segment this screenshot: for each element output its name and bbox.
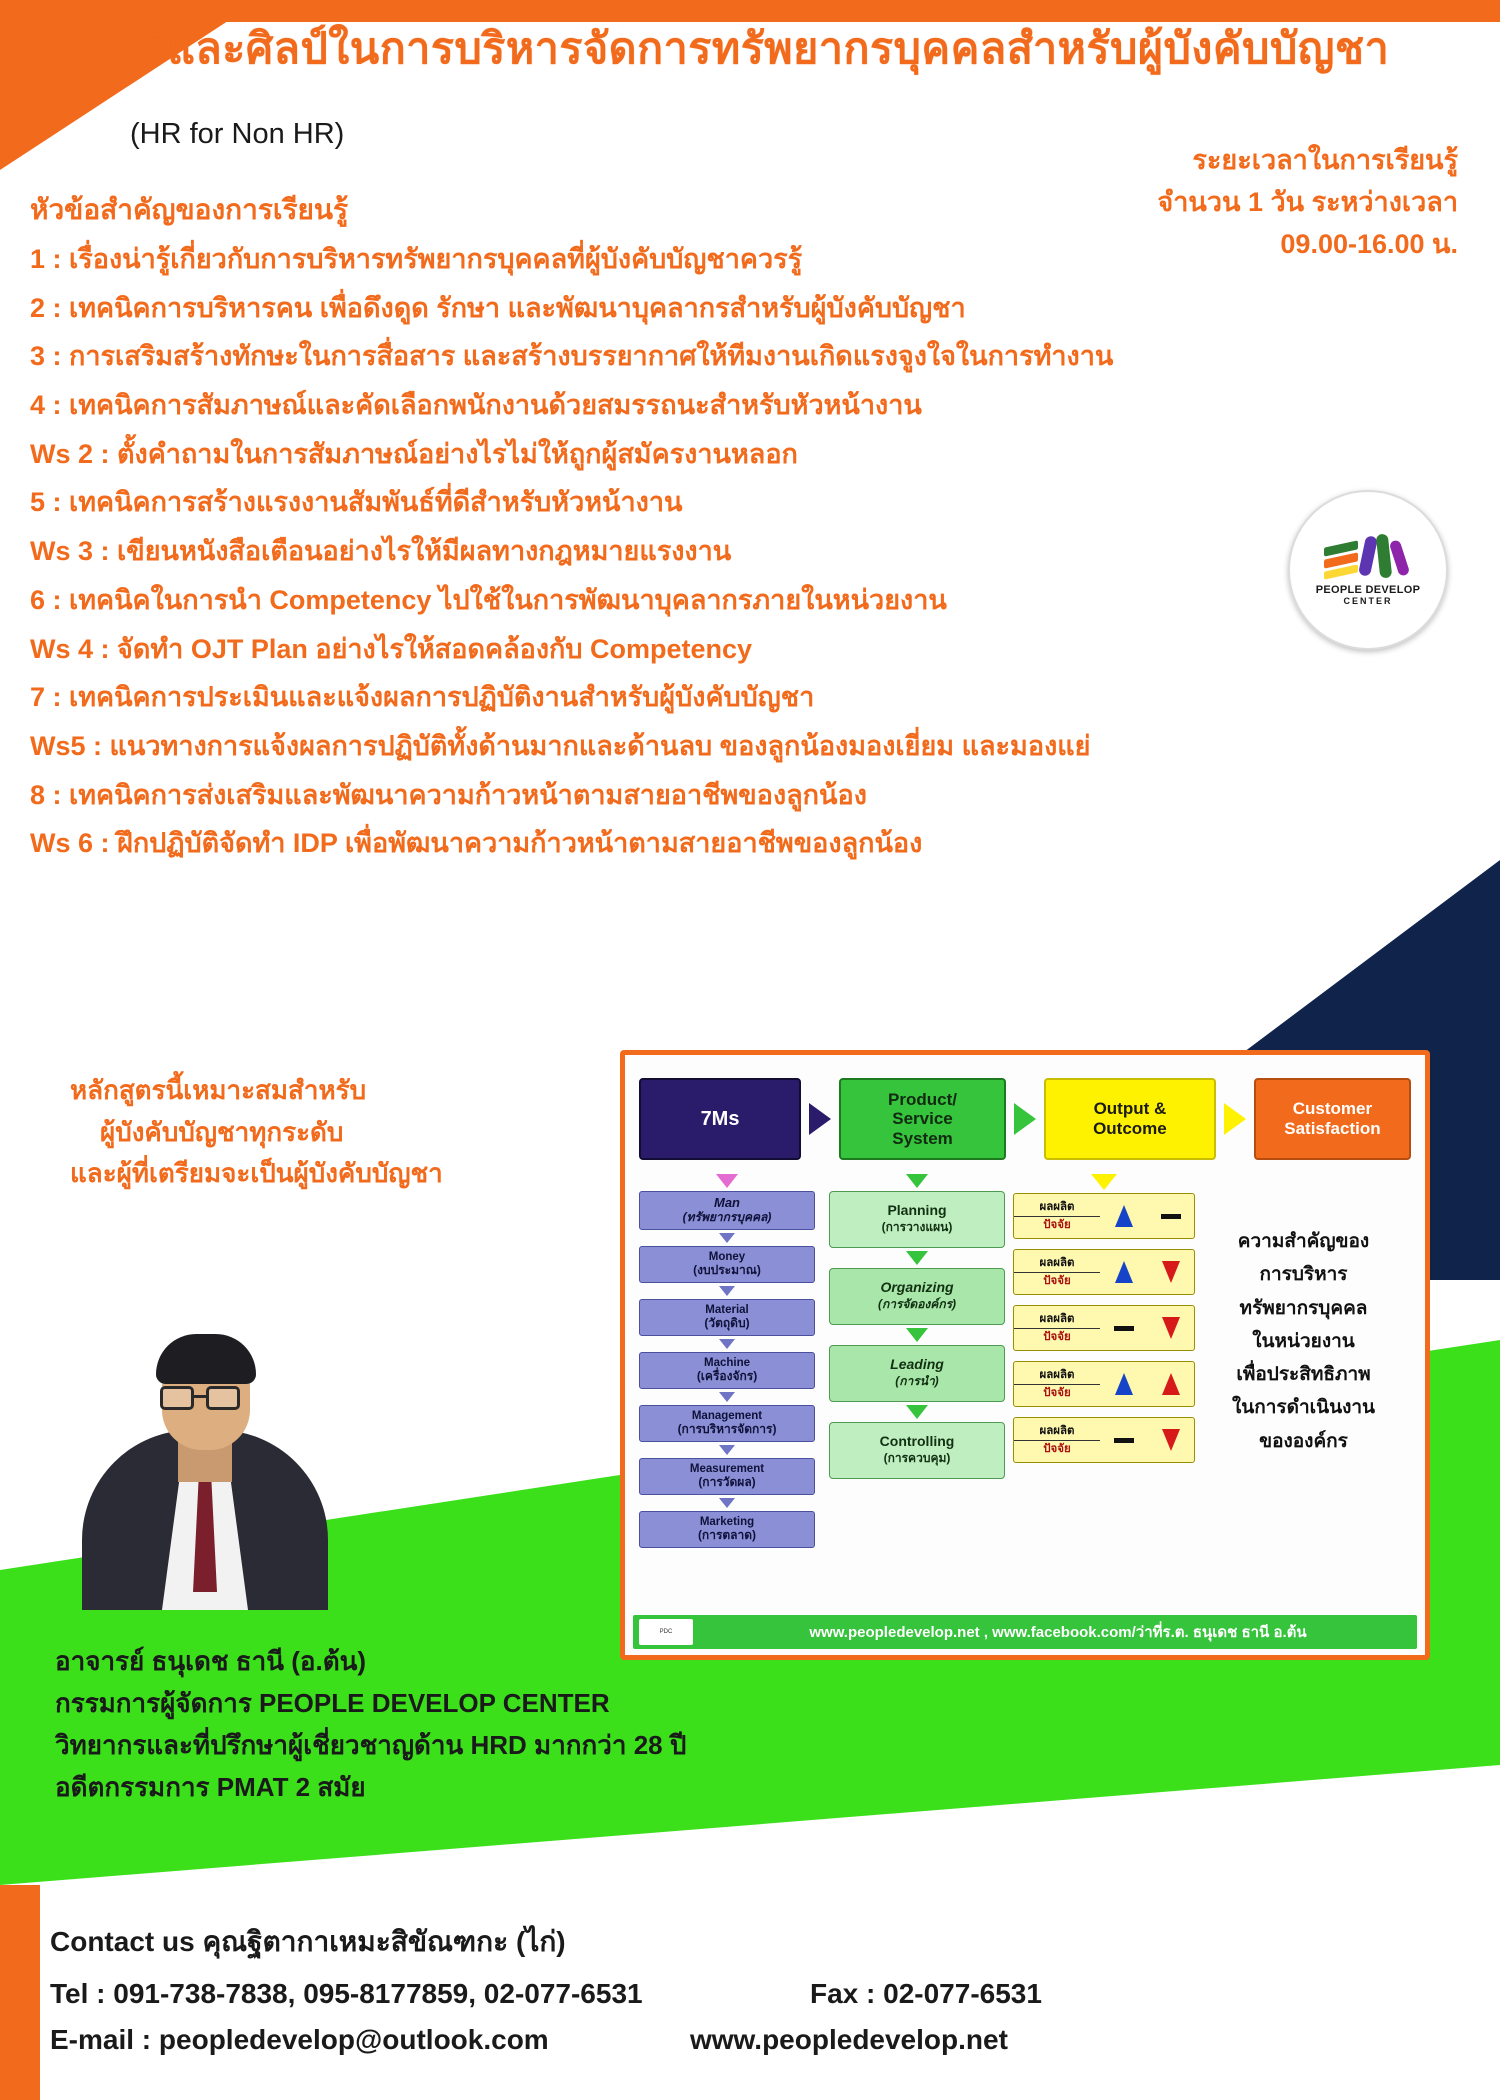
ms-item-en: Machine: [703, 1356, 750, 1369]
audience-line-1: หลักสูตรนี้เหมาะสมสำหรับ: [70, 1075, 367, 1105]
note-line: เพื่อประสิทธิภาพ: [1236, 1364, 1371, 1385]
contact-email[interactable]: E-mail : peopledevelop@outlook.com: [50, 2024, 549, 2055]
list-item: Ws 2 : ตั้งคำถามในการสัมภาษณ์อย่างไรไม่ให้ถูกผู้สมัครงานหลอก: [30, 438, 798, 469]
ms-item-th: (ทรัพยากรบุคคล): [682, 1209, 772, 1224]
arrow-right-icon: [809, 1103, 831, 1135]
contact-person-nickname: เหมะสิขัณฑกะ (ไก่): [329, 1926, 566, 1957]
ms-item: [639, 1405, 815, 1442]
arrow-down-icon: [719, 1286, 735, 1296]
arrow-right-icon: [1224, 1103, 1246, 1135]
ms-item: [639, 1458, 815, 1495]
kpi-label: [1014, 1200, 1100, 1232]
list-item: 8 : เทคนิคการส่งเสริมและพัฒนาความก้าวหน้าตามสายอาชีพของลูกน้อง: [30, 779, 867, 810]
diagram-column-kpi: [1005, 1171, 1195, 1548]
list-item: Ws5 : แนวทางการแจ้งผลการปฏิบัติทั้งด้านมากและด้านลบ ของลูกน้องมองเยี่ยม และมองแย่: [30, 730, 1091, 761]
contact-website[interactable]: www.peopledevelop.net: [690, 2024, 1008, 2055]
diagram-box-product-service: [839, 1078, 1006, 1160]
list-item: Ws 6 : ฝึกปฏิบัติจัดทำ IDP เพื่อพัฒนาความก้าวหน้าตามสายอาชีพของลูกน้อง: [30, 828, 923, 859]
kpi-label-top: ผลผลิต: [1014, 1200, 1100, 1216]
ms-item-en: Marketing: [699, 1515, 755, 1528]
kpi-label-bottom: ปัจจัย: [1043, 1218, 1071, 1231]
arrow-down-icon: [719, 1498, 735, 1508]
minus-icon: [1161, 1214, 1181, 1219]
kpi-label-bottom: ปัจจัย: [1043, 1274, 1071, 1287]
contact-heading: Contact us คุณฐิตากา: [50, 1926, 330, 1957]
diagram-top-row: [639, 1073, 1411, 1165]
kpi-label-bottom: ปัจจัย: [1043, 1330, 1071, 1343]
minus-icon: [1114, 1326, 1134, 1331]
ms-item-en: Material: [705, 1303, 749, 1316]
list-item: 5 : เทคนิคการสร้างแรงงานสัมพันธ์ที่ดีสำหรับหัวหน้างาน: [30, 487, 683, 518]
ms-item: [639, 1511, 815, 1548]
process-item-th: (การวางแผน): [881, 1220, 953, 1234]
list-item: 1 : เรื่องน่ารู้เกี่ยวกับการบริหารทรัพยากรบุคคลที่ผู้บังคับบัญชาควรรู้: [30, 244, 803, 274]
kpi-row: [1013, 1417, 1195, 1463]
product-line-1: Product/: [888, 1089, 957, 1109]
people-develop-logo-icon: [1320, 534, 1416, 580]
glasses-icon: [160, 1386, 194, 1410]
arrow-down-icon: [906, 1174, 928, 1188]
kpi-label-top: ผลผลิต: [1014, 1256, 1100, 1272]
kpi-row: [1013, 1193, 1195, 1239]
ms-item-en: Management: [691, 1409, 763, 1422]
kpi-label: [1014, 1424, 1100, 1456]
kpi-label-top: ผลผลิต: [1014, 1368, 1100, 1384]
arrow-down-icon: [906, 1328, 928, 1342]
process-item-en: Planning: [887, 1202, 947, 1218]
kpi-indicator: [1147, 1317, 1194, 1339]
customer-line-2: Satisfaction: [1284, 1119, 1381, 1138]
arrow-up-icon: [1115, 1261, 1133, 1283]
kpi-indicator: [1100, 1438, 1147, 1443]
people-develop-logo-icon: PDC: [639, 1619, 693, 1645]
note-line: การบริหาร: [1259, 1264, 1348, 1286]
kpi-label: [1014, 1368, 1100, 1400]
arrow-down-icon: [1091, 1174, 1117, 1190]
ms-item: [639, 1299, 815, 1336]
note-line: ในหน่วยงาน: [1252, 1330, 1355, 1352]
arrow-down-icon: [719, 1233, 735, 1243]
orange-left-accent: [0, 1885, 40, 2100]
page-subtitle: (HR for Non HR): [130, 118, 345, 150]
photo-hair: [156, 1334, 256, 1384]
arrow-right-icon: [1014, 1103, 1036, 1135]
kpi-indicator: [1100, 1373, 1147, 1395]
process-item-en: Leading: [890, 1356, 944, 1372]
audience-line-2: ผู้บังคับบัญชาทุกระดับ: [100, 1116, 344, 1147]
process-item: [829, 1191, 1005, 1248]
diagram-box-customer-satisfaction: [1254, 1078, 1411, 1160]
note-line: ขององค์กร: [1259, 1430, 1348, 1452]
process-item: [829, 1345, 1005, 1402]
arrow-down-icon: [1162, 1429, 1180, 1451]
ms-item: [639, 1191, 815, 1230]
list-item: Ws 3 : เขียนหนังสือเตือนอย่างไรให้มีผลทางกฎหมายแรงงาน: [30, 536, 732, 567]
list-item: 4 : เทคนิคการสัมภาษณ์และคัดเลือกพนักงานด้วยสมรรถนะสำหรับหัวหน้างาน: [30, 390, 922, 421]
duration-line-2: จำนวน 1 วัน ระหว่างเวลา: [1157, 186, 1458, 217]
page-title: ศาสตร์และศิลป์ในการบริหารจัดการทรัพยากรบุคคลสำหรับผู้บังคับบัญชา: [36, 25, 1390, 73]
kpi-indicator: [1147, 1373, 1194, 1395]
ms-item-th: (งบประมาณ): [693, 1262, 761, 1277]
logo-name-line-2: CENTER: [1343, 596, 1393, 606]
list-item: 7 : เทคนิคการประเมินและแจ้งผลการปฏิบัติงานสำหรับผู้บังคับบัญชา: [30, 682, 815, 713]
kpi-label: [1014, 1312, 1100, 1344]
ms-item-th: (เครื่องจักร): [696, 1368, 758, 1383]
company-logo: [1288, 490, 1448, 650]
speaker-photo: [70, 1290, 340, 1610]
process-item-th: (การนำ): [895, 1374, 939, 1388]
note-line: ทรัพยากรบุคคล: [1239, 1297, 1368, 1319]
glasses-bridge: [194, 1395, 206, 1398]
diagram-footer-text: www.peopledevelop.net , www.facebook.com/ว่าที่ร.ต. ธนุเดช ธานี อ.ต้น: [809, 1624, 1307, 1641]
ms-item-th: (การบริหารจัดการ): [677, 1422, 777, 1436]
diagram-box-7ms: 7Ms: [639, 1078, 801, 1160]
contact-phone-row: [50, 1978, 1470, 2010]
customer-line-1: Customer: [1292, 1099, 1373, 1119]
speaker-position: กรรมการผู้จัดการ PEOPLE DEVELOP CENTER: [55, 1688, 610, 1719]
contact-online-row: [50, 2024, 1470, 2056]
speaker-info: [55, 1640, 955, 1808]
kpi-label-bottom: ปัจจัย: [1043, 1386, 1071, 1399]
kpi-row: [1013, 1361, 1195, 1407]
process-diagram: [620, 1050, 1430, 1660]
arrow-up-icon: [1162, 1373, 1180, 1395]
speaker-experience: วิทยากรและที่ปรึกษาผู้เชี่ยวชาญด้าน HRD มากกว่า 28 ปี: [55, 1730, 687, 1761]
process-item: [829, 1422, 1005, 1479]
process-item-en: Controlling: [879, 1433, 955, 1449]
ms-item-th: (การวัดผล): [698, 1475, 756, 1490]
audience-line-3: และผู้ที่เตรียมจะเป็นผู้บังคับบัญชา: [70, 1158, 443, 1189]
speaker-name: อาจารย์ ธนุเดช ธานี (อ.ต้น): [55, 1646, 367, 1676]
list-item: 3 : การเสริมสร้างทักษะในการสื่อสาร และสร้างบรรยากาศให้ทีมงานเกิดแรงจูงใจในการทำงาน: [30, 341, 1114, 372]
kpi-row: [1013, 1249, 1195, 1295]
arrow-up-icon: [1115, 1373, 1133, 1395]
product-line-3: System: [892, 1128, 953, 1148]
ms-item: [639, 1246, 815, 1283]
note-line: ความสำคัญของ: [1237, 1231, 1370, 1252]
ms-item-th: (วัตถุดิบ): [704, 1315, 750, 1330]
kpi-indicator: [1147, 1261, 1194, 1283]
glasses-icon: [206, 1386, 240, 1410]
kpi-label-bottom: ปัจจัย: [1043, 1442, 1071, 1455]
list-item: 6 : เทคนิคในการนำ Competency ไปใช้ในการพัฒนาบุคลากรภายในหน่วยงาน: [30, 584, 947, 615]
diagram-note: [1196, 1225, 1411, 1458]
list-item: 2 : เทคนิคการบริหารคน เพื่อดึงดูด รักษา และพัฒนาบุคลากรสำหรับผู้บังคับบัญชา: [30, 292, 966, 323]
process-item-en: Organizing: [880, 1279, 954, 1295]
arrow-down-icon: [906, 1251, 928, 1265]
note-line: ในการดำเนินงาน: [1231, 1397, 1376, 1419]
list-item: Ws 4 : จัดทำ OJT Plan อย่างไรให้สอดคล้องกับ Competency: [30, 633, 753, 664]
ms-item-en: Measurement: [689, 1462, 765, 1475]
contact-block: [50, 1920, 1470, 2070]
arrow-down-icon: [906, 1405, 928, 1419]
duration-line-3: 09.00-16.00 น.: [1280, 228, 1458, 259]
arrow-down-icon: [1162, 1317, 1180, 1339]
ms-item-en: Man: [714, 1195, 740, 1210]
arrow-down-icon: [719, 1392, 735, 1402]
kpi-indicator: [1147, 1429, 1194, 1451]
contact-tel[interactable]: Tel : 091-738-7838, 095-8177859, 02-077-6531: [50, 1978, 643, 2009]
output-line-1: Output &: [1093, 1099, 1167, 1119]
diagram-column-7ms: [635, 1171, 815, 1548]
kpi-label-top: ผลผลิต: [1014, 1424, 1100, 1440]
topics-list: [30, 245, 1450, 878]
ms-item-th: (การตลาด): [697, 1528, 757, 1543]
arrow-down-icon: [719, 1339, 735, 1349]
diagram-column-process: [815, 1171, 1005, 1548]
kpi-indicator: [1147, 1214, 1194, 1219]
minus-icon: [1114, 1438, 1134, 1443]
process-item-th: (การจัดองค์กร): [877, 1297, 957, 1311]
duration-line-1: ระยะเวลาในการเรียนรู้: [1192, 145, 1458, 175]
logo-name-line-1: PEOPLE DEVELOP: [1315, 584, 1421, 596]
kpi-row: [1013, 1305, 1195, 1351]
kpi-indicator: [1100, 1326, 1147, 1331]
ms-item: [639, 1352, 815, 1389]
output-line-2: Outcome: [1093, 1119, 1167, 1138]
arrow-down-icon: [719, 1445, 735, 1455]
diagram-box-output-outcome: [1044, 1078, 1216, 1160]
process-item: [829, 1268, 1005, 1325]
speaker-history: อดีตกรรมการ PMAT 2 สมัย: [55, 1772, 366, 1803]
ms-item-en: Money: [708, 1250, 746, 1263]
contact-fax: Fax : 02-077-6531: [810, 1978, 1042, 2009]
arrow-up-icon: [1115, 1205, 1133, 1227]
arrow-down-icon: [716, 1174, 738, 1188]
target-audience-block: [70, 1070, 630, 1195]
topics-heading: หัวข้อสำคัญของการเรียนรู้: [30, 194, 349, 225]
arrow-down-icon: [1162, 1261, 1180, 1283]
kpi-label-top: ผลผลิต: [1014, 1312, 1100, 1328]
kpi-label: [1014, 1256, 1100, 1288]
kpi-indicator: [1100, 1205, 1147, 1227]
kpi-indicator: [1100, 1261, 1147, 1283]
product-line-2: Service: [892, 1109, 953, 1129]
contact-heading-row: [50, 1920, 1470, 1964]
process-item-th: (การควบคุม): [883, 1451, 951, 1465]
